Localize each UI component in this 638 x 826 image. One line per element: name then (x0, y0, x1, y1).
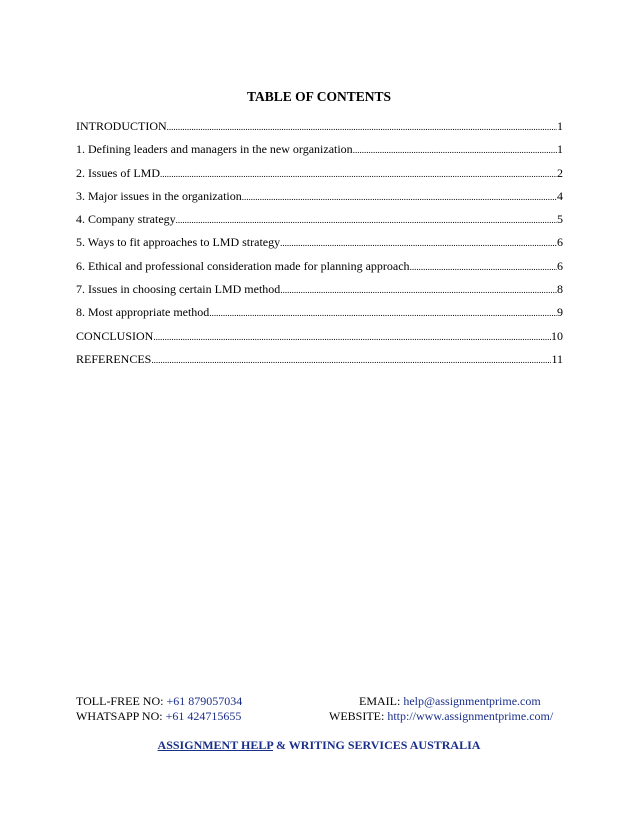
toc-entry-label: 2. Issues of LMD (76, 165, 160, 180)
toc-entry-issues-of-lmd[interactable] (76, 166, 563, 189)
toc-entry-page: 10 (551, 328, 563, 343)
toc-entry-page: 2 (557, 165, 563, 180)
toc-entry-references[interactable] (76, 352, 563, 375)
toc-leader-dots (153, 330, 551, 344)
toc-entry-major-issues[interactable] (76, 189, 563, 212)
footer-brand (0, 738, 638, 753)
brand-tagline: & WRITING SERVICES AUSTRALIA (276, 738, 481, 752)
toc-entry-label: INTRODUCTION (76, 119, 167, 133)
toc-list (76, 119, 563, 375)
toc-entry-page: 5 (557, 212, 563, 227)
website-group (329, 709, 553, 723)
email-link[interactable]: help@assignmentprime.com (403, 694, 541, 708)
toc-title: TABLE OF CONTENTS (246, 89, 392, 104)
toc-leader-dots (280, 283, 557, 297)
toc-entry-company-strategy[interactable] (76, 212, 563, 235)
tollfree-number[interactable]: +61 879057034 (166, 694, 243, 708)
toc-entry-label: 1. Defining leaders and managers in the new organization (76, 142, 353, 157)
email-label: EMAIL: (359, 694, 401, 708)
toc-entry-introduction[interactable] (76, 119, 563, 142)
whatsapp-label: WHATSAPP NO: (76, 709, 163, 723)
toc-entry-page: 1 (557, 142, 563, 157)
toc-entry-label: REFERENCES (76, 351, 152, 366)
website-link[interactable]: http://www.assignmentprime.com/ (387, 709, 554, 723)
toc-leader-dots (209, 306, 557, 320)
toc-entry-page: 11 (551, 351, 563, 366)
footer-contact-row-1 (76, 694, 563, 708)
toc-entry-label: 8. Most appropriate method (76, 305, 210, 320)
toc-leader-dots (176, 213, 557, 227)
toc-entry-page: 4 (557, 188, 563, 203)
toc-entry-page: 6 (557, 235, 563, 250)
toc-leader-dots (280, 236, 557, 250)
toc-leader-dots (242, 190, 557, 204)
toc-leader-dots (167, 120, 557, 134)
tollfree-label: TOLL-FREE NO: (76, 694, 164, 708)
brand-link[interactable]: ASSIGNMENT HELP (157, 738, 274, 752)
toc-entry-conclusion[interactable] (76, 329, 563, 352)
toc-entry-label: CONCLUSION (76, 328, 154, 343)
toc-leader-dots (151, 353, 551, 367)
email-group (359, 694, 541, 708)
toc-entry-label: 7. Issues in choosing certain LMD method (76, 282, 281, 297)
toc-entry-choosing-method[interactable] (76, 282, 563, 305)
footer-contact-row-2 (76, 709, 563, 723)
toc-entry-ethical-consideration[interactable] (76, 259, 563, 282)
toc-entry-page: 1 (557, 119, 563, 133)
toc-leader-dots (410, 260, 557, 274)
toc-entry-page: 8 (557, 282, 563, 297)
toc-leader-dots (353, 143, 557, 157)
toc-entry-label: 5. Ways to fit approaches to LMD strategy (76, 235, 281, 250)
toc-entry-label: 6. Ethical and professional consideration made for planning approach (76, 258, 410, 273)
website-label: WEBSITE: (329, 709, 385, 723)
toc-leader-dots (160, 167, 557, 181)
toc-entry-page: 6 (557, 258, 563, 273)
whatsapp-number[interactable]: +61 424715655 (165, 709, 242, 723)
toc-entry-page: 9 (557, 305, 563, 320)
toc-entry-label: 3. Major issues in the organization (76, 188, 242, 203)
toc-entry-defining-leaders[interactable] (76, 142, 563, 165)
toc-entry-most-appropriate[interactable] (76, 305, 563, 328)
toc-entry-label: 4. Company strategy (76, 212, 176, 227)
toc-entry-ways-to-fit[interactable] (76, 235, 563, 258)
